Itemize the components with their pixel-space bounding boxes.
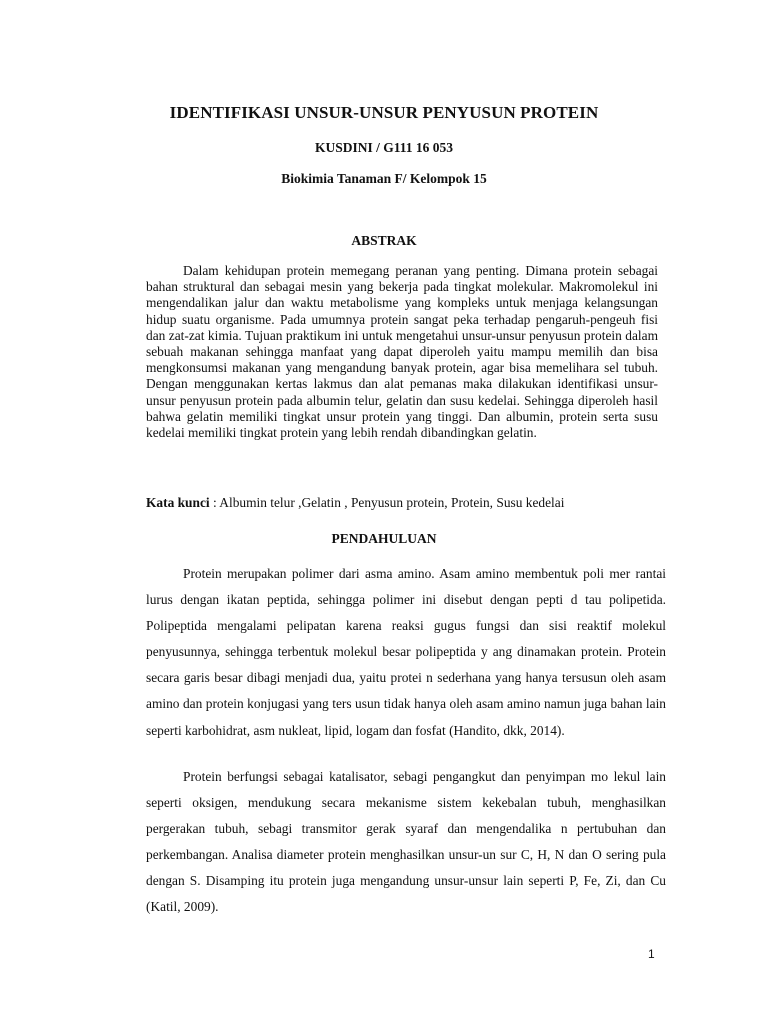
abstract-body: Dalam kehidupan protein memegang peranan yang penting. Dimana protein sebagai bahan struktural dan sebagai mesin yang bekerja pada tingkat molekular. Makromolekul ini mengendalikan jalur dan waktu metabolisme yang kompleks untuk menjaga kelangsungan hidup suatu organisme. Pada umumnya protein sangat peka terhadap pengaruh-pengeuh fisi dan zat-zat kimia. Tujuan praktikum ini untuk mengetahui unsur-unsur penyusun protein dalam sebuah makanan sehingga manfaat yang dapat diperoleh yaitu mampu memilih dan bisa mengkonsumsi makanan yang mengandung banyak protein, agar bisa memelihara sel tubuh. Dengan menggunakan kertas lakmus dan alat pemanas maka dilakukan identifikasi unsur-unsur penyusun protein pada albumin telur, gelatin dan susu kedelai. Sehingga diperoleh hasil bahwa gelatin memiliki tingkat unsur protein yang tinggi. Dan albumin, protein serta susu kedelai memiliki tingkat protein yang lebih rendah dibandingkan gelatin. <box>146 263 658 441</box>
page-number: 1 <box>648 947 655 961</box>
course-group-line: Biokimia Tanaman F/ Kelompok 15 <box>281 171 487 186</box>
keywords-text: : Albumin telur ,Gelatin , Penyusun protein, Protein, Susu kedelai <box>209 495 565 510</box>
introduction-paragraph: Protein berfungsi sebagai katalisator, sebagi pengangkut dan penyimpan mo lekul lain seperti oksigen, mendukung secara mekanisme sistem kekebalan tubuh, menghasilkan pergerakan tubuh, sebagi transmitor gerak syaraf dan mengendalika n pertubuhan dan perkembangan. Analisa diameter protein menghasilkan unsur-un sur C, H, N dan O sering pula dengan S. Disamping itu protein juga mengandung unsur-unsur lain seperti P, Fe, Zi, dan Cu (Katil, 2009). <box>146 769 666 915</box>
keywords-line <box>146 495 666 511</box>
author-line: KUSDINI / G111 16 053 <box>314 140 454 155</box>
keywords-label: Kata kunci <box>146 495 210 510</box>
paper-title: IDENTIFIKASI UNSUR-UNSUR PENYUSUN PROTEIN <box>169 103 599 122</box>
introduction-paragraph: Protein merupakan polimer dari asma amino. Asam amino membentuk poli mer rantai lurus dengan ikatan peptida, sehingga polimer ini disebut dengan pepti d tau polipetida. Polipeptida mengalami pelipatan karena reaksi gugus fungsi dan sisi reaktif molekul penyusunnya, sehingga terbentuk molekul besar polipeptida y ang dinamakan protein. Protein secara garis besar dibagi menjadi dua, yaitu protei n sederhana yang hanya tersusun oleh asam amino dan protein konjugasi yang ters usun tidak hanya oleh asam amino namun juga bahan lain seperti karbohidrat, asm nukleat, lipid, logam dan fosfat (Handito, dkk, 2014). <box>146 566 666 738</box>
abstract-heading: ABSTRAK <box>351 233 417 248</box>
introduction-heading: PENDAHULUAN <box>331 531 437 546</box>
